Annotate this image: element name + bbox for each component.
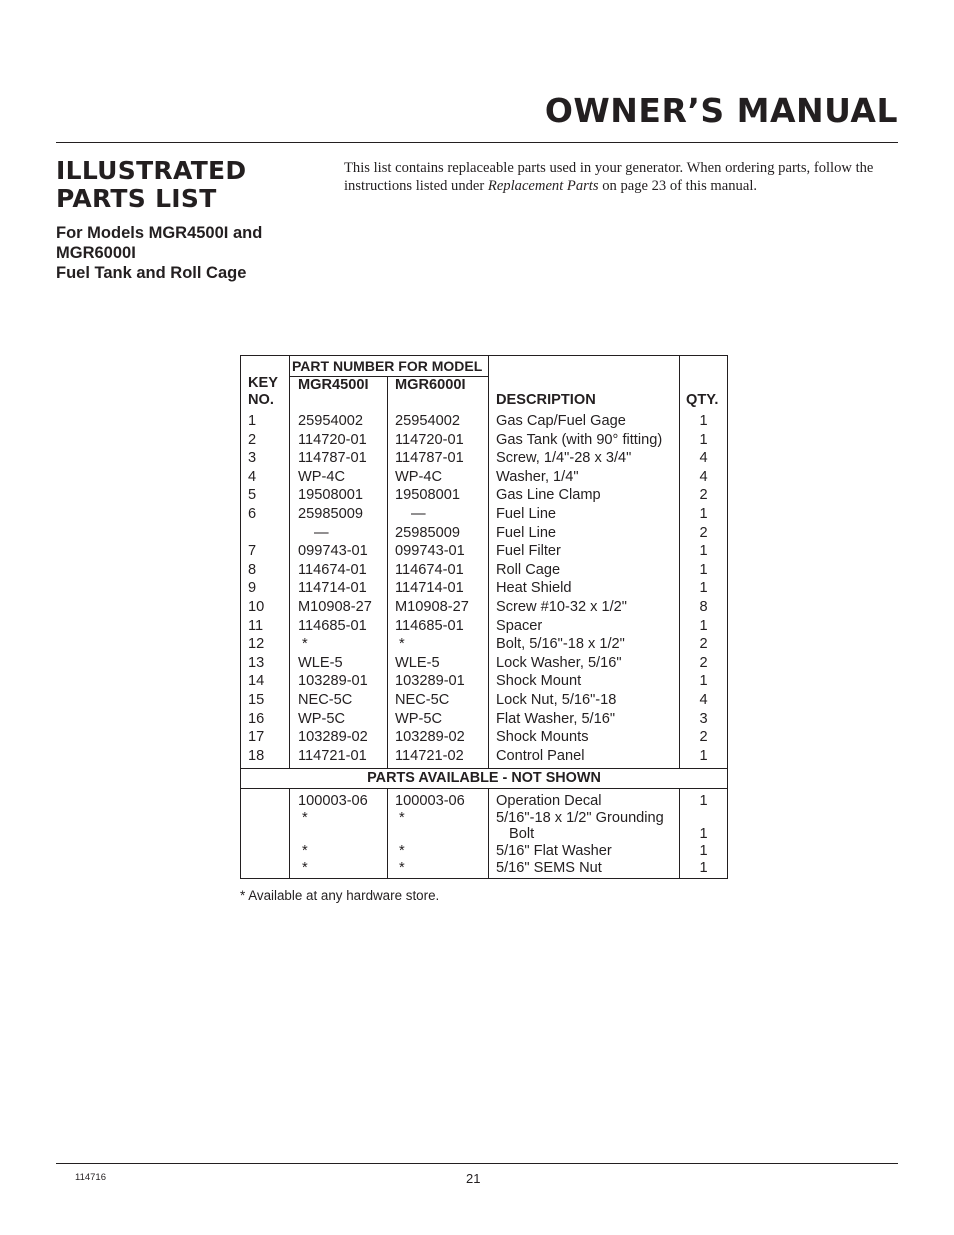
key-cell xyxy=(241,860,290,879)
table-row xyxy=(241,486,728,505)
description-cell: Washer, 1/4" xyxy=(489,468,680,487)
qty-value: 1 xyxy=(699,859,708,876)
description-cell xyxy=(489,843,680,860)
mgr4500-part-cell xyxy=(290,810,388,843)
mgr6000-header: MGR6000I xyxy=(388,377,489,411)
description-cell: Flat Washer, 5/16" xyxy=(489,710,680,729)
description-cell: Shock Mounts xyxy=(489,728,680,747)
header-divider xyxy=(56,142,898,143)
description-cell-value: 5/16"-18 x 1/2" Grounding xyxy=(496,809,664,826)
description-cell: Shock Mount xyxy=(489,672,680,691)
qty-cell: 2 xyxy=(680,654,728,673)
description-cell-value: Operation Decal xyxy=(496,793,602,810)
qty-cell: 4 xyxy=(680,449,728,468)
key-cell: 13 xyxy=(241,654,290,673)
mgr6000-part-cell: WP-4C xyxy=(388,468,489,487)
qty-cell: 3 xyxy=(680,710,728,729)
intro-paragraph xyxy=(344,159,900,195)
qty-cell: 2 xyxy=(680,728,728,747)
description-cell xyxy=(489,789,680,810)
mgr4500-part-cell: — xyxy=(290,524,388,543)
table-row xyxy=(241,635,728,654)
qty-value: 1 xyxy=(699,843,708,860)
mgr4500-part-cell: 114714-01 xyxy=(290,579,388,598)
description-cell: Spacer xyxy=(489,617,680,636)
table-row xyxy=(241,431,728,450)
qty-header: QTY. xyxy=(680,356,728,411)
table-row xyxy=(241,728,728,747)
key-cell: 3 xyxy=(241,449,290,468)
mgr4500-part-cell: 103289-01 xyxy=(290,672,388,691)
subtitle-line1: For Models MGR4500I and xyxy=(56,224,263,242)
description-cell xyxy=(489,860,680,879)
description-cell: Fuel Line xyxy=(489,524,680,543)
not-shown-row xyxy=(241,860,728,879)
mgr6000-part-cell: 25954002 xyxy=(388,410,489,431)
table-row xyxy=(241,524,728,543)
description-cell: Fuel Filter xyxy=(489,542,680,561)
qty-cell: 1 xyxy=(680,410,728,431)
qty-cell xyxy=(680,860,728,879)
table-row xyxy=(241,542,728,561)
key-cell: 9 xyxy=(241,579,290,598)
table-row xyxy=(241,654,728,673)
mgr4500-part-cell: 099743-01 xyxy=(290,542,388,561)
mgr6000-part-cell xyxy=(388,843,489,860)
mgr4500-part-cell: 114685-01 xyxy=(290,617,388,636)
mgr6000-part-cell: WLE-5 xyxy=(388,654,489,673)
not-shown-row xyxy=(241,789,728,810)
key-no-header xyxy=(241,356,290,411)
mgr4500-part-cell-value: * xyxy=(302,859,308,876)
qty-cell: 4 xyxy=(680,468,728,487)
table-row xyxy=(241,617,728,636)
description-cell: Roll Cage xyxy=(489,561,680,580)
key-cell: 8 xyxy=(241,561,290,580)
description-cell: Lock Washer, 5/16" xyxy=(489,654,680,673)
table-row xyxy=(241,747,728,769)
key-cell: 12 xyxy=(241,635,290,654)
qty-cell xyxy=(680,789,728,810)
qty-cell: 1 xyxy=(680,672,728,691)
description-cell xyxy=(489,810,680,843)
mgr6000-part-cell: NEC-5C xyxy=(388,691,489,710)
mgr4500-part-cell: WLE-5 xyxy=(290,654,388,673)
mgr6000-part-cell: 114721-02 xyxy=(388,747,489,769)
mgr4500-part-cell: 114721-01 xyxy=(290,747,388,769)
mgr6000-part-cell: 25985009 xyxy=(388,524,489,543)
description-cell: Gas Cap/Fuel Gage xyxy=(489,410,680,431)
description-cell: Control Panel xyxy=(489,747,680,769)
mgr4500-part-cell-value: * xyxy=(302,843,308,860)
key-cell: 11 xyxy=(241,617,290,636)
mgr6000-part-cell: 099743-01 xyxy=(388,542,489,561)
section-title-line1: ILLUSTRATED xyxy=(56,156,247,185)
mgr6000-part-cell: M10908-27 xyxy=(388,598,489,617)
table-row xyxy=(241,579,728,598)
part-number-header: PART NUMBER FOR MODEL xyxy=(290,356,489,377)
description-continuation: Bolt xyxy=(509,826,535,843)
subtitle-line3: Fuel Tank and Roll Cage xyxy=(56,264,247,282)
qty-cell: 4 xyxy=(680,691,728,710)
description-cell: Fuel Line xyxy=(489,505,680,524)
footer-divider xyxy=(56,1163,898,1164)
intro-text-after: on page 23 of this manual. xyxy=(598,178,758,194)
footnote: * Available at any hardware store. xyxy=(240,888,440,903)
qty-spacer xyxy=(680,810,727,827)
key-cell xyxy=(241,524,290,543)
mgr4500-part-cell xyxy=(290,789,388,810)
description-cell: Screw #10-32 x 1/2" xyxy=(489,598,680,617)
mgr4500-part-cell: 25985009 xyxy=(290,505,388,524)
description-cell-value: 5/16" Flat Washer xyxy=(496,843,612,860)
mgr6000-part-cell: 114674-01 xyxy=(388,561,489,580)
parts-table xyxy=(240,355,728,879)
key-cell: 2 xyxy=(241,431,290,450)
description-cell: Heat Shield xyxy=(489,579,680,598)
qty-cell: 1 xyxy=(680,747,728,769)
qty-cell: 1 xyxy=(680,431,728,450)
mgr6000-part-cell: 103289-02 xyxy=(388,728,489,747)
mgr4500-part-cell: NEC-5C xyxy=(290,691,388,710)
not-shown-row xyxy=(241,843,728,860)
description-header: DESCRIPTION xyxy=(489,356,680,411)
key-cell xyxy=(241,810,290,843)
not-shown-header-row xyxy=(241,769,728,789)
not-shown-row xyxy=(241,810,728,843)
mgr6000-part-cell: 103289-01 xyxy=(388,672,489,691)
mgr4500-header: MGR4500I xyxy=(290,377,388,411)
mgr4500-part-cell-value: 100003-06 xyxy=(298,793,368,810)
mgr4500-part-cell: 25954002 xyxy=(290,410,388,431)
mgr4500-part-cell-value: * xyxy=(302,809,308,826)
mgr4500-part-cell xyxy=(290,843,388,860)
mgr6000-part-cell xyxy=(388,789,489,810)
mgr4500-part-cell: WP-4C xyxy=(290,468,388,487)
mgr4500-part-cell: 19508001 xyxy=(290,486,388,505)
key-cell xyxy=(241,789,290,810)
key-cell: 7 xyxy=(241,542,290,561)
table-row xyxy=(241,598,728,617)
mgr6000-part-cell: 19508001 xyxy=(388,486,489,505)
description-cell: Gas Tank (with 90° fitting) xyxy=(489,431,680,450)
qty-cell: 1 xyxy=(680,617,728,636)
mgr6000-part-cell: * xyxy=(388,635,489,654)
key-cell: 10 xyxy=(241,598,290,617)
mgr6000-part-cell-value: * xyxy=(399,859,405,876)
mgr4500-part-cell: 114787-01 xyxy=(290,449,388,468)
table-row xyxy=(241,410,728,431)
mgr6000-part-cell-value: * xyxy=(399,843,405,860)
qty-value: 1 xyxy=(699,793,708,810)
mgr6000-part-cell: 114720-01 xyxy=(388,431,489,450)
qty-cell: 2 xyxy=(680,486,728,505)
table-row xyxy=(241,449,728,468)
mgr4500-part-cell: * xyxy=(290,635,388,654)
key-cell xyxy=(241,843,290,860)
qty-cell: 8 xyxy=(680,598,728,617)
description-cell: Bolt, 5/16"-18 x 1/2" xyxy=(489,635,680,654)
qty-value: 1 xyxy=(699,826,708,843)
qty-cell: 2 xyxy=(680,524,728,543)
mgr4500-part-cell: 114720-01 xyxy=(290,431,388,450)
table-header-row-top xyxy=(241,356,728,377)
mgr4500-part-cell xyxy=(290,860,388,879)
table-row xyxy=(241,710,728,729)
mgr6000-part-cell xyxy=(388,860,489,879)
key-cell: 14 xyxy=(241,672,290,691)
key-cell: 17 xyxy=(241,728,290,747)
key-cell: 1 xyxy=(241,410,290,431)
section-title-line2: PARTS LIST xyxy=(56,184,217,213)
mgr6000-part-cell-value: * xyxy=(399,809,405,826)
section-title xyxy=(56,157,316,213)
mgr6000-part-cell: — xyxy=(388,505,489,524)
mgr6000-part-cell xyxy=(388,810,489,843)
table-row xyxy=(241,672,728,691)
description-cell: Lock Nut, 5/16"-18 xyxy=(489,691,680,710)
key-cell: 6 xyxy=(241,505,290,524)
section-subtitle xyxy=(56,223,316,283)
mgr6000-part-cell: 114685-01 xyxy=(388,617,489,636)
mgr4500-part-cell: M10908-27 xyxy=(290,598,388,617)
mgr6000-part-cell: 114714-01 xyxy=(388,579,489,598)
key-cell: 16 xyxy=(241,710,290,729)
qty-cell: 2 xyxy=(680,635,728,654)
mgr4500-part-cell: WP-5C xyxy=(290,710,388,729)
description-cell-value: 5/16" SEMS Nut xyxy=(496,859,602,876)
qty-cell: 1 xyxy=(680,561,728,580)
intro-text-emphasis: Replacement Parts xyxy=(487,178,599,194)
mgr6000-part-cell: 114787-01 xyxy=(388,449,489,468)
mgr6000-part-cell-value: 100003-06 xyxy=(395,793,465,810)
intro-text-before: This list contains replaceable parts used in your generator. When ordering parts, follow the instructions listed under xyxy=(344,160,874,194)
qty-cell xyxy=(680,810,728,843)
description-cell: Gas Line Clamp xyxy=(489,486,680,505)
subtitle-line2: MGR6000I xyxy=(56,244,136,262)
description-cell: Screw, 1/4"-28 x 3/4" xyxy=(489,449,680,468)
not-shown-header: PARTS AVAILABLE - NOT SHOWN xyxy=(241,769,728,789)
mgr6000-part-cell: WP-5C xyxy=(388,710,489,729)
qty-cell: 1 xyxy=(680,542,728,561)
key-cell: 5 xyxy=(241,486,290,505)
page-number: 21 xyxy=(466,1171,481,1186)
key-header-line2: NO. xyxy=(248,392,274,408)
key-cell: 15 xyxy=(241,691,290,710)
manual-title: OWNER’S MANUAL xyxy=(544,91,898,130)
key-cell: 18 xyxy=(241,747,290,769)
mgr4500-part-cell: 114674-01 xyxy=(290,561,388,580)
table-row xyxy=(241,561,728,580)
table-row xyxy=(241,691,728,710)
qty-cell: 1 xyxy=(680,579,728,598)
key-header-line1: KEY xyxy=(248,375,279,391)
qty-cell xyxy=(680,843,728,860)
doc-number: 114716 xyxy=(75,1172,106,1183)
qty-cell: 1 xyxy=(680,505,728,524)
mgr4500-part-cell: 103289-02 xyxy=(290,728,388,747)
key-cell: 4 xyxy=(241,468,290,487)
table-row xyxy=(241,468,728,487)
table-row xyxy=(241,505,728,524)
